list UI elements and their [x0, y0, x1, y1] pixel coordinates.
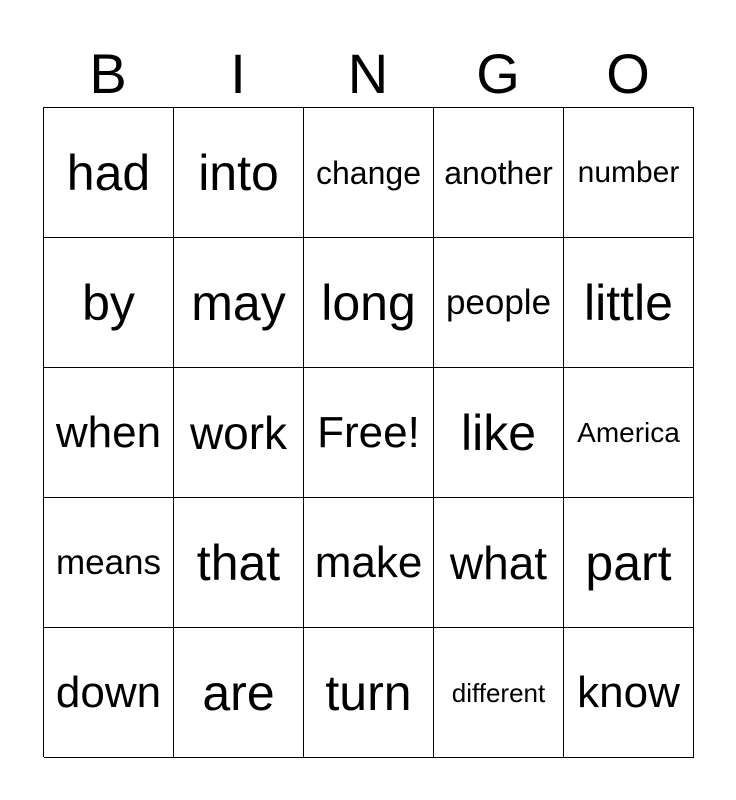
bingo-cell-r1-c3: change	[304, 108, 434, 238]
bingo-cell-r1-c1: had	[44, 108, 174, 238]
bingo-cell-r3-c4: like	[434, 368, 564, 498]
bingo-cell-r5-c5: know	[564, 628, 694, 758]
bingo-cell-r5-c2: are	[174, 628, 304, 758]
bingo-header	[43, 40, 693, 108]
bingo-cell-r5-c4: different	[434, 628, 564, 758]
bingo-cell-r2-c3: long	[304, 238, 434, 368]
bingo-cell-r1-c5: number	[564, 108, 694, 238]
bingo-board	[43, 107, 694, 757]
header-letter-n: N	[347, 42, 389, 105]
bingo-cell-r2-c4: people	[434, 238, 564, 368]
header-letter-b: B	[89, 42, 127, 105]
bingo-cell-r3-c3-free-space: Free!	[304, 368, 434, 498]
bingo-cell-r5-c3: turn	[304, 628, 434, 758]
bingo-cell-r4-c3: make	[304, 498, 434, 628]
bingo-cell-r4-c1: means	[44, 498, 174, 628]
bingo-cell-r2-c2: may	[174, 238, 304, 368]
bingo-cell-r4-c4: what	[434, 498, 564, 628]
bingo-cell-r1-c4: another	[434, 108, 564, 238]
bingo-cell-r2-c1: by	[44, 238, 174, 368]
header-letter-i: I	[230, 42, 246, 105]
bingo-cell-r4-c5: part	[564, 498, 694, 628]
bingo-cell-r1-c2: into	[174, 108, 304, 238]
header-letter-g: G	[476, 42, 520, 105]
bingo-cell-r3-c5: America	[564, 368, 694, 498]
bingo-cell-r3-c1: when	[44, 368, 174, 498]
bingo-cell-r4-c2: that	[174, 498, 304, 628]
bingo-cell-r2-c5: little	[564, 238, 694, 368]
header-letter-o: O	[606, 42, 650, 105]
bingo-cell-r3-c2: work	[174, 368, 304, 498]
bingo-cell-r5-c1: down	[44, 628, 174, 758]
